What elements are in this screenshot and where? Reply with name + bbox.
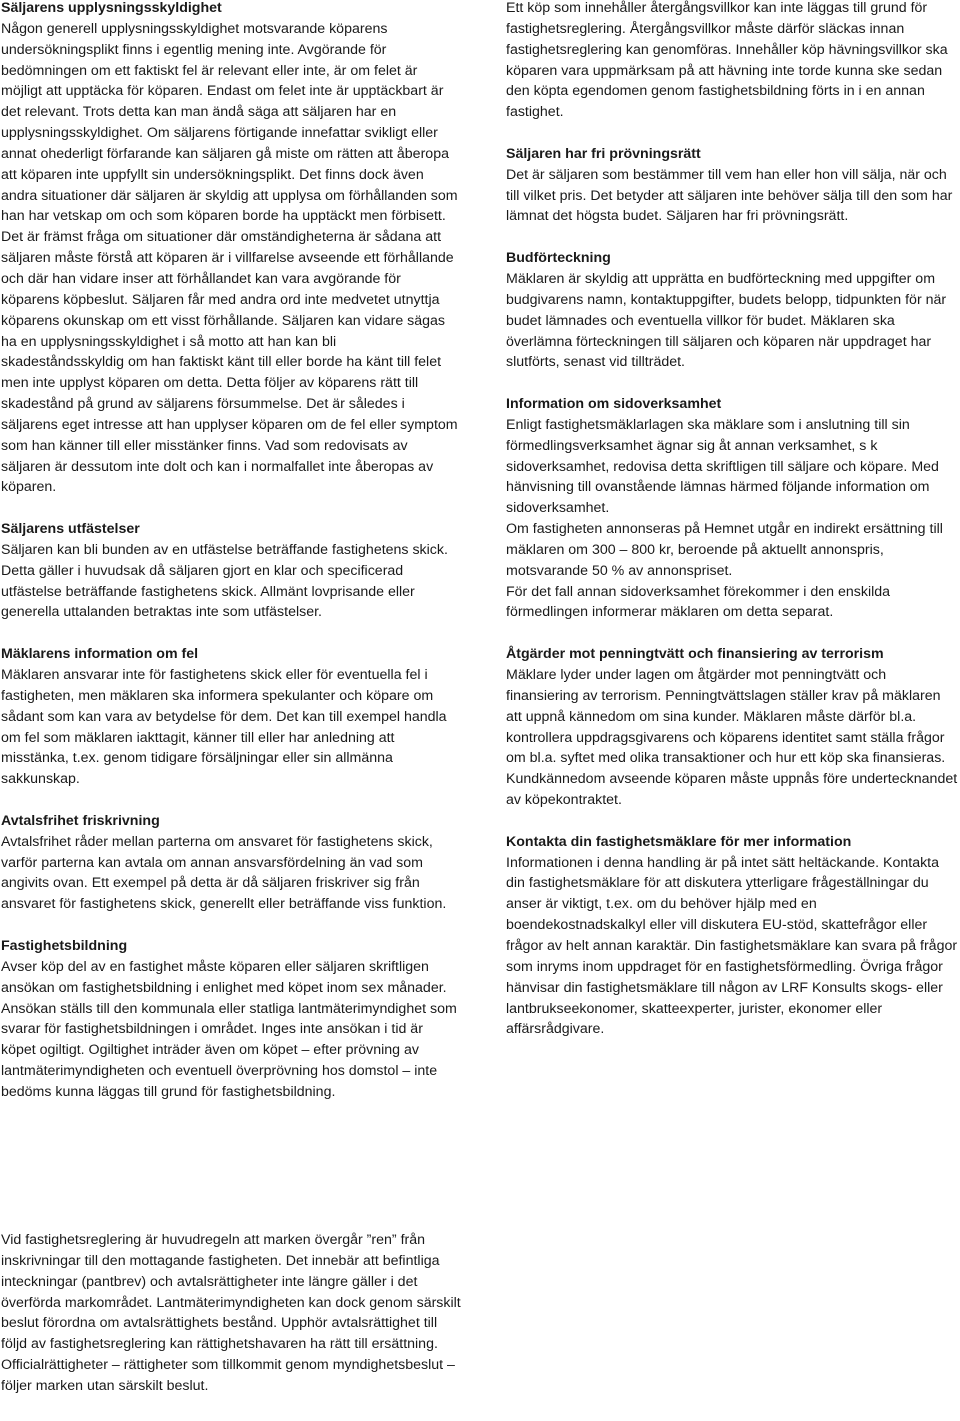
section-paragraph: Någon generell upplysningsskyldighet motsvarande köparens undersökningsplikt finns i egentlig mening inte. Avgörande för bedömningen om ett faktiskt fel är relevant eller inte, är om felet är möjligt att upptäcka för köparen. Endast om felet inte är upptäckbart är det relevant. Trots detta kan man ändå säga att säljaren har en upplysningsskyldighet. Om säljarens förtigande innefattar svikligt eller annat ohederligt förfarande kan säljaren gå miste om rätten att åberopa att köparen inte uppfyllt sin undersökningsplikt. Det finns dock även andra situationer där säljaren är skyldig att upplysa om förhållanden som han har vetskap om och som köparen borde ha upptäckt men förbisett. Det är främst fråga om situationer där omständigheterna är sådana att säljaren måste förstå att köparen är i villfarelse avseende ett förhållande och där han vidare inser att förhållandet kan vara avgörande för köparens köpbeslut. Säljaren får med andra ord inte medvetet utnyttja köparens okunskap om ett visst förhållande. Säljaren kan vidare sägas ha en upplysningsskyldighet i så motto att han kan bli skadeståndsskyldig om han faktiskt känt till eller borde ha känt till felet men inte upplyst köparen om detta. Detta följer av köparens rätt till skadestånd på grund av säljarens försummelse. Det är således i säljarens eget intresse att han upplyser köparen om de fel eller symptom som han känner till eller misstänker finns. Vad som redovisats av säljaren är dessutom inte dolt och kan i normalfallet inte åberopas av köparen. [1,20,458,496]
intro-paragraph: Ett köp som innehåller återgångsvillkor kan inte läggas till grund för fastighetsreglering. Återgångsvillkor måste därför släckas innan fastighetsreglering kan genomföras. Innehåller köp hävningsvillkor ska köparen vara uppmärksam på att hävning inte torde kunna ske sedan den köpta egendomen genom fastighetsbildning förts in i en annan fastighet. [506,0,948,121]
section-intro [506,0,958,123]
section-upplysningsskyldighet [1,0,461,498]
fastighetsreglering-paragraph [1,1230,461,1397]
section-heading: Budförteckning [506,250,611,267]
left-column [1,0,461,1124]
section-penningtvatt [506,644,958,811]
section-heading: Säljarens utfästelser [1,521,140,538]
body-paragraph: Vid fastighetsreglering är huvudregeln att marken övergår ”ren” från inskrivningar till den mottagande fastigheten. Det innebär att befintliga inteckningar (pantbrev) och avtalsrättigheter inte längre gäller i det överförda markområdet. Lantmäterimyndigheten kan dock genom särskilt beslut förordna om avtalsrättighets bestånd. Upphör avtalsrättighet till följd av fastighetsreglering kan rättighetshavaren ha rätt till ersättning. Officialrättigheter – rättigheter som tillkommit genom myndighetsbeslut – följer marken utan särskilt beslut. [1,1232,461,1394]
section-fastighetsbildning [1,936,461,1103]
section-paragraph: Avtalsfrihet råder mellan parterna om ansvaret för fastighetens skick, varför parterna kan avtala om annan ansvarsfördelning än vad som angivits ovan. Ett exempel på detta är då säljaren friskriver sig från ansvaret för fastighetens skick, generellt eller beträffande viss funktion. [1,833,447,913]
right-column [506,0,958,1061]
section-heading: Säljaren har fri prövningsrätt [506,145,701,162]
section-paragraph: Avser köp del av en fastighet måste köparen eller säljaren skriftligen ansökan om fastighetsbildning i enlighet med köpet inom sex månader. Ansökan ställs till den kommunala eller statliga lantmäterimyndighet som svarar för fastighetsbildningen i området. Inges inte ansökan i tid är köpet ogiltigt. Ogiltighet inträder även om köpet – efter prövning av lantmäterimyndigheten och eventuell överprövning hos domstol – inte bedöms kunna läggas till grund för fastighetsbildning. [1,958,457,1100]
section-paragraph: Det är säljaren som bestämmer till vem han eller hon vill sälja, när och till vilket pris. Det betyder att säljaren inte behöver sälja till den som har lämnat det högsta budet. Säljaren har fri prövningsrätt. [506,166,953,225]
section-paragraph: Informationen i denna handling är på intet sätt heltäckande. Kontakta din fastighetsmäklare för att diskutera ytterligare frågeställningar du anser är viktigt, t.ex. om du behöver hjälp med en boendekostnadskalkyl eller vill diskutera EU-stöd, skattefrågor eller frågor av helt annan karaktär. Din fastighetsmäklare kan svara på frågor som inryms inom uppdraget för en fastighetsförmedling. Övriga frågor hänvisar din fastighetsmäklare till någon av LRF Konsults skogs- eller lantbrukseekonomer, skatteexperter, jurister, ekonomer eller affärsrådgivare. [506,854,958,1038]
section-maklarens-information [1,644,461,790]
section-heading: Information om sidoverksamhet [506,396,722,413]
section-utfastelser [1,519,461,623]
section-budforteckning [506,248,958,373]
section-paragraph: Om fastigheten annonseras på Hemnet utgår en indirekt ersättning till mäklaren om 300 – 800 kr, beroende på aktuellt annonspris, motsvarande 50 % av annonspriset. [506,521,943,579]
section-heading: Mäklarens information om fel [1,646,199,663]
section-provningsratt [506,144,958,227]
section-heading: Åtgärder mot penningtvätt och finansiering av terrorism [506,646,884,663]
section-paragraph: För det fall annan sidoverksamhet förekommer i den enskilda förmedlingen informerar mäklaren om detta separat. [506,583,891,621]
section-paragraph: Enligt fastighetsmäklarlagen ska mäklare som i anslutning till sin förmedlingsverksamhet ägnar sig åt annan verksamhet, s k sidoverksamhet, redovisa detta skriftligen till säljare och köpare. Med hänvisning till ovanstående lämnas härmed följande information om sidoverksamhet. [506,416,939,517]
section-heading: Avtalsfrihet friskrivning [1,812,160,829]
section-sidoverksamhet [506,394,958,623]
section-paragraph: Säljaren kan bli bunden av en utfästelse beträffande fastighetens skick. Detta gäller i huvudsak då säljaren gjort en klar och specificerad utfästelse beträffande fastighetens skick. Allmänt lovprisande eller generella uttalanden betraktas inte som utfästelser. [1,541,448,621]
section-avtalsfrihet [1,811,461,915]
section-heading: Säljarens upplysningsskyldighet [1,0,222,16]
section-paragraph: Mäklaren är skyldig att upprätta en budförteckning med uppgifter om budgivarens namn, kontaktuppgifter, budets belopp, tidpunkten för när budet lämnades och eventuella villkor för budet. Mäklaren ska överlämna förteckningen till säljaren och köparen när uppdraget har slutförts, senast vid tillträdet. [506,270,947,371]
section-heading: Kontakta din fastighetsmäklare för mer information [506,833,852,850]
section-paragraph: Mäklare lyder under lagen om åtgärder mot penningtvätt och finansiering av terrorism. Penningtvättslagen ställer krav på mäklaren att uppnå kännedom om sina kunder. Mäklaren måste därför bl.a. kontrollera uppdragsgivarens och köparens identitet samt ställa frågor om bl.a. syftet med olika transaktioner och hur ett köp ska finansieras. Kundkännedom avseende köparen måste uppnås före undertecknandet av köpekontraktet. [506,667,958,809]
section-paragraph: Mäklaren ansvarar inte för fastighetens skick eller för eventuella fel i fastigheten, men mäklaren ska informera spekulanter och köpare om sådant som kan vara av betydelse för dem. Det kan till exempel handla om fel som mäklaren iakttagit, känner till eller har anledning att misstänka, t.ex. genom tidigare försäljningar eller sin allmänna sakkunskap. [1,667,447,788]
section-heading: Fastighetsbildning [1,937,128,954]
section-kontakta [506,832,958,1040]
